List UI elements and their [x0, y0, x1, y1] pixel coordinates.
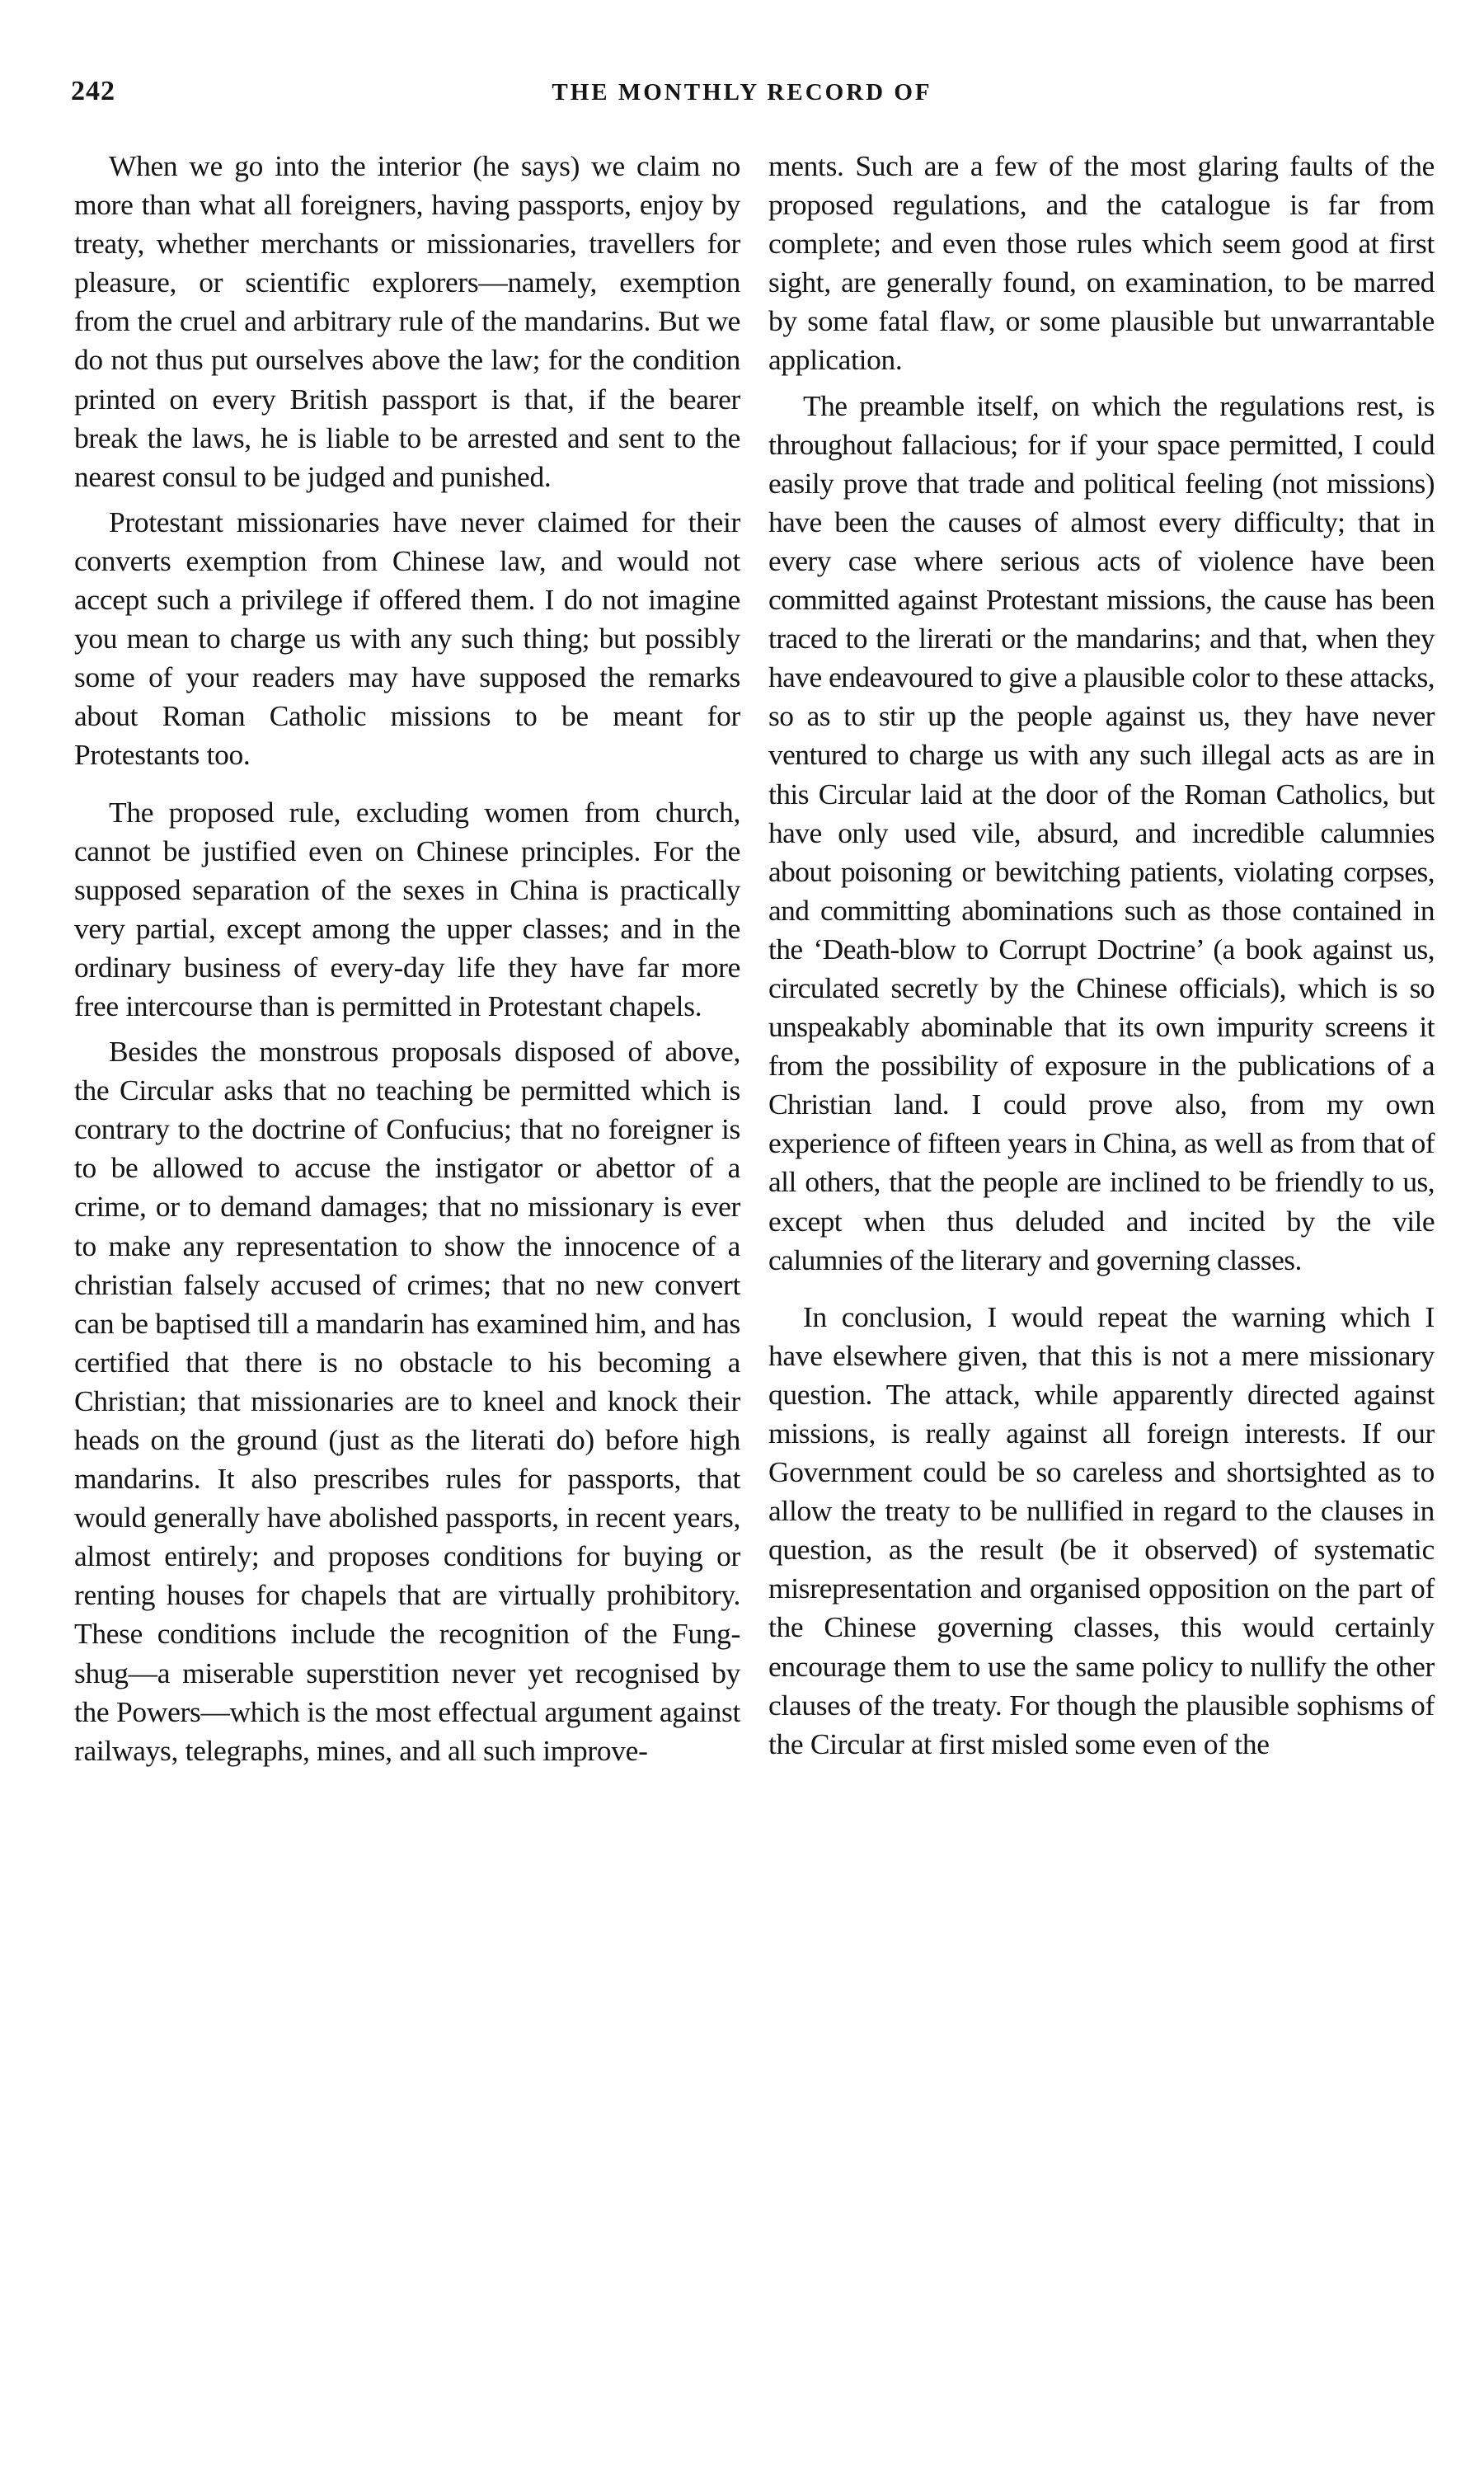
page-number: 242: [71, 76, 115, 106]
paragraph-conclusion: In conclusion, I would repeat the warning which I have elsewhere given, that this is not a mere missionary question. The attack, while apparently directed against missions, is really against all foreign interests. If our Government could be so careless and shortsighted as to allow the treaty to be nullified in regard to the clauses in question, as the result (be it observed) of systematic misrepresentation and organised opposition on the part of the Chinese governing classes, this would certainly encourage them to use the same policy to nullify the other clauses of the treaty. For though the plausible sophisms of the Circular at first misled some even of the: [768, 1299, 1435, 1760]
paragraph-women-excluded: The proposed rule, excluding women from church, cannot be justified even on Chinese principles. For the supposed separation of the sexes in China is practically very partial, except among the upper classes; and in the ordinary business of every-day life they have far more free intercourse than is permitted in Protestant chapels.: [74, 795, 740, 1022]
paragraph-monstrous-proposals: Besides the monstrous proposals disposed of above, the Circular asks that no teaching be permitted which is contrary to the doctrine of Confucius; that no foreigner is to be allowed to accuse the instigator or abettor of a crime, or to demand damages; that no missionary is ever to make any representation to show the innocence of a christian falsely accused of crimes; that no new convert can be baptised till a mandarin has examined him, and has certified that there is no obstacle to his becoming a Christian; that missionaries are to kneel and knock their heads on the ground (just as the literati do) before high mandarins. It also prescribes rules for passports, that would generally have abolished passports, in recent years, almost entirely; and proposes conditions for buying or renting houses for chapels that are virtually prohibitory. These conditions include the recognition of the Fung-shug—a miserable superstition never yet recognised by the Powers—which is the most effectual argument against railways, telegraphs, mines, and all such improve-: [74, 1035, 740, 1767]
paragraph-interior-claims: When we go into the interior (he says) we claim no more than what all foreigners, having passports, enjoy by treaty, whether merchants or missionaries, travellers for pleasure, or scientific explorers—namely, exemption from the cruel and arbitrary rule of the mandarins. But we do not thus put ourselves above the law; for the condition printed on every British passport is that, if the bearer break the laws, he is liable to be arrested and sent to the nearest consul to be judged and punished.: [74, 149, 740, 493]
paragraph-preamble: The preamble itself, on which the regulations rest, is throughout fallacious; for if your space permitted, I could easily prove that trade and political feeling (not missions) have been the causes of almost every difficulty; that in every case where serious acts of violence have been committed against Protestant missions, the cause has been traced to the lirerati or the mandarins; and that, when they have endeavoured to give a plausible color to these attacks, so as to stir up the people against us, they have never ventured to charge us with any such illegal acts as are in this Circular laid at the door of the Roman Catholics, but have only used vile, absurd, and incredible calumnies about poisoning or bewitching patients, violating corpses, and committing abominations such as those contained in the ‘Death-blow to Corrupt Doctrine’ (a book against us, circulated secretly by the Chinese officials), which is so unspeakably abominable that its own impurity screens it from the possibility of exposure in the publications of a Christian land. I could prove also, from my own experience of fifteen years in China, as well as from that of all others, that the people are inclined to be friendly to us, except when thus deluded and incited by the vile calumnies of the literary and governing classes.: [768, 388, 1435, 1276]
paragraph-faults-continued: ments. Such are a few of the most glaring faults of the proposed regulations, and the catalogue is far from complete; and even those rules which seem good at first sight, are generally found, on examination, to be marred by some fatal flaw, or some plausible but unwarrantable application.: [768, 149, 1435, 377]
running-head: THE MONTHLY RECORD OF: [552, 79, 932, 106]
page-header: [0, 0, 1484, 132]
left-column: [74, 147, 740, 1770]
paragraph-protestant-missionaries: Protestant missionaries have never claimed for their converts exemption from Chinese law, and would not accept such a privilege if offered them. I do not imagine you mean to charge us with any such thing; but possibly some of your readers may have supposed the remarks about Roman Catholic missions to be meant for Protestants too.: [74, 505, 740, 772]
right-column: [768, 147, 1435, 1764]
